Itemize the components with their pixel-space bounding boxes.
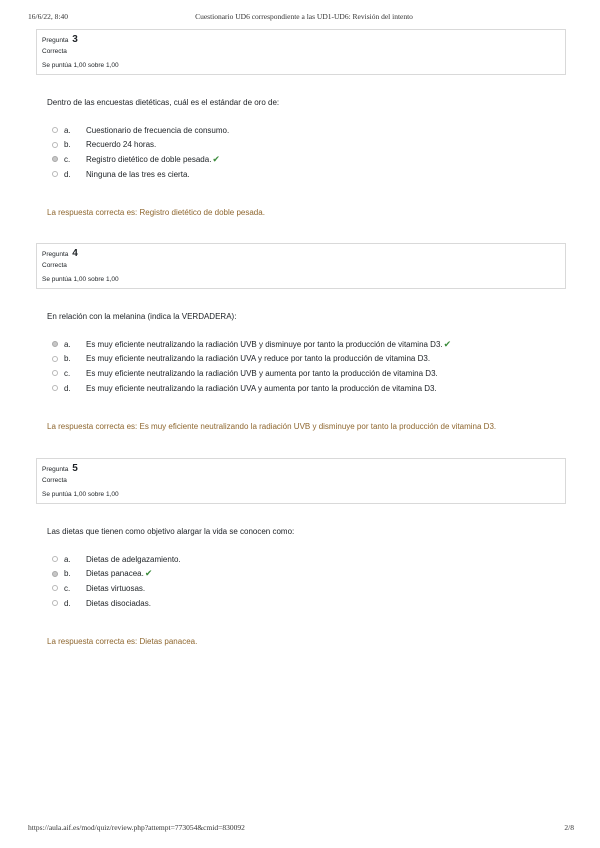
answer-letter: d. xyxy=(64,169,71,179)
answer-option-c[interactable] xyxy=(52,152,566,167)
answer-text: Cuestionario de frecuencia de consumo. xyxy=(86,125,230,135)
question-state: Correcta xyxy=(42,48,67,55)
answer-option-d[interactable] xyxy=(52,167,566,182)
radio-icon-selected[interactable] xyxy=(52,156,58,162)
question-grade: Se puntúa 1,00 sobre 1,00 xyxy=(42,276,119,283)
radio-icon[interactable] xyxy=(52,127,58,133)
question-4 xyxy=(36,243,566,395)
answer-letter: a. xyxy=(64,125,71,135)
question-label: Pregunta xyxy=(42,466,69,473)
question-3 xyxy=(36,29,566,181)
radio-icon[interactable] xyxy=(52,370,58,376)
answer-text: Es muy eficiente neutralizando la radiación UVB y disminuye por tanto la producción de vitamina D3. xyxy=(86,339,443,349)
answer-option-a[interactable] xyxy=(52,123,566,138)
question-text: En relación con la melanina (indica la VERDADERA): xyxy=(47,312,237,321)
print-title: Cuestionario UD6 correspondiente a las UD1-UD6: Revisión del intento xyxy=(195,12,413,21)
answer-text: Dietas de adelgazamiento. xyxy=(86,554,181,564)
answer-text: Ninguna de las tres es cierta. xyxy=(86,169,190,179)
radio-icon[interactable] xyxy=(52,142,58,148)
print-date: 16/6/22, 8:40 xyxy=(28,12,69,21)
answer-list xyxy=(52,337,566,395)
answer-letter: c. xyxy=(64,154,71,164)
radio-icon[interactable] xyxy=(52,556,58,562)
answer-text: Recuerdo 24 horas. xyxy=(86,140,157,150)
answer-letter: d. xyxy=(64,598,71,608)
question-info xyxy=(36,458,566,504)
answer-option-a[interactable] xyxy=(52,552,566,567)
question-label: Pregunta xyxy=(42,37,69,44)
question-number-value: 3 xyxy=(72,34,78,45)
answer-option-b[interactable] xyxy=(52,352,566,367)
question-info xyxy=(36,29,566,75)
answer-list xyxy=(52,552,566,610)
question-grade: Se puntúa 1,00 sobre 1,00 xyxy=(42,491,119,498)
answer-letter: c. xyxy=(64,583,71,593)
answer-option-c[interactable] xyxy=(52,366,566,381)
answer-letter: d. xyxy=(64,383,71,393)
check-icon: ✔ xyxy=(144,568,153,579)
radio-icon[interactable] xyxy=(52,600,58,606)
answer-letter: b. xyxy=(64,354,71,364)
radio-icon[interactable] xyxy=(52,171,58,177)
answer-text: Dietas panacea. xyxy=(86,569,144,579)
answer-option-a[interactable] xyxy=(52,337,566,352)
question-state: Correcta xyxy=(42,477,67,484)
radio-icon[interactable] xyxy=(52,356,58,362)
answer-text: Es muy eficiente neutralizando la radiación UVA y aumenta por tanto la producción de vitamina D3. xyxy=(86,383,437,393)
right-answer: La respuesta correcta es: Es muy eficiente neutralizando la radiación UVB y disminuye por tanto la producción de vitamina D3. xyxy=(47,422,497,431)
question-number xyxy=(42,248,560,260)
question-state: Correcta xyxy=(42,262,67,269)
page-number: 2/8 xyxy=(564,823,574,832)
answer-text: Es muy eficiente neutralizando la radiación UVB y aumenta por tanto la producción de vitamina D3. xyxy=(86,368,438,378)
print-url: https://aula.aif.es/mod/quiz/review.php?attempt=773054&cmid=830092 xyxy=(28,823,245,832)
question-5 xyxy=(36,458,566,610)
answer-option-b[interactable] xyxy=(52,138,566,153)
question-number xyxy=(42,34,560,46)
answer-list xyxy=(52,123,566,181)
question-number-value: 5 xyxy=(72,463,78,474)
answer-text: Es muy eficiente neutralizando la radiación UVA y reduce por tanto la producción de vitamina D3. xyxy=(86,354,431,364)
answer-letter: a. xyxy=(64,554,71,564)
question-label: Pregunta xyxy=(42,251,69,258)
radio-icon[interactable] xyxy=(52,385,58,391)
question-grade: Se puntúa 1,00 sobre 1,00 xyxy=(42,62,119,69)
question-text: Las dietas que tienen como objetivo alargar la vida se conocen como: xyxy=(47,527,295,536)
question-text: Dentro de las encuestas dietéticas, cuál es el estándar de oro de: xyxy=(47,98,280,107)
check-icon: ✔ xyxy=(443,338,452,349)
answer-text: Dietas disociadas. xyxy=(86,598,151,608)
answer-letter: b. xyxy=(64,569,71,579)
question-number-value: 4 xyxy=(72,248,78,259)
question-number xyxy=(42,463,560,475)
radio-icon[interactable] xyxy=(52,585,58,591)
radio-icon-selected[interactable] xyxy=(52,571,58,577)
answer-letter: a. xyxy=(64,339,71,349)
answer-text: Registro dietético de doble pesada. xyxy=(86,154,212,164)
answer-letter: c. xyxy=(64,368,71,378)
answer-option-c[interactable] xyxy=(52,581,566,596)
right-answer: La respuesta correcta es: Dietas panacea. xyxy=(47,637,198,646)
radio-icon-selected[interactable] xyxy=(52,341,58,347)
answer-option-d[interactable] xyxy=(52,596,566,611)
question-info xyxy=(36,243,566,289)
right-answer: La respuesta correcta es: Registro dietético de doble pesada. xyxy=(47,208,265,217)
answer-letter: b. xyxy=(64,140,71,150)
answer-option-d[interactable] xyxy=(52,381,566,396)
answer-text: Dietas virtuosas. xyxy=(86,583,146,593)
check-icon: ✔ xyxy=(212,153,220,164)
answer-option-b[interactable] xyxy=(52,567,566,582)
